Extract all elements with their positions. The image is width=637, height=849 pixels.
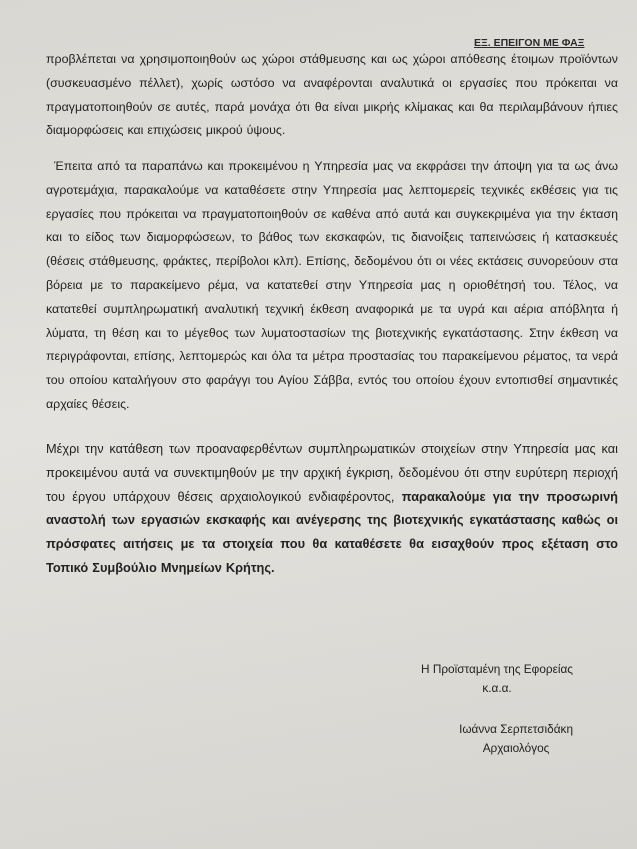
paragraph-3-bold-text: παρακαλούμε για την προσωρινή αναστολή των εργασιών εκσκαφής και ανέγερσης της βιοτεχνικής εγκατάστασης καθώς οι πρόσφατες αιτήσεις με τα στοιχεία που θα καταθέσετε θα εισαχθούν προς εξέταση στο Τοπικό Συμβούλιο Μνημείων Κρήτης. <box>46 488 619 575</box>
paragraph-1: προβλέπεται να χρησιμοποιηθούν ως χώροι στάθμευσης και ως χώροι απόθεσης έτοιμων προϊόντων (συσκευασμένο πέλλετ), χωρίς ωστόσο να αναφέρονται αναλυτικά οι εργασίες που πρόκειται να πραγματοποιηθούν σε αυτές, παρά μονάχα ότι θα είναι μικρής κλίμακας και θα περιλαμβάνουν ήπιες διαμορφώσεις και επιχώσεις μικρού ύψους. <box>46 52 618 138</box>
paragraph-2 <box>46 155 618 417</box>
signature-abbr: κ.α.α. <box>482 681 512 695</box>
paragraph-2-text: Έπειτα από τα παραπάνω και προκειμένου η Υπηρεσία μας να εκφράσει την άποψη για τα ως άνω αγροτεμάχια, παρακαλούμε να καταθέσετε στην Υπηρεσία μας λεπτομερείς τεχνικές εκθέσεις για τις εργασίες που πρόκειται να πραγματοποιηθούν σε καθένα από αυτά και συγκεκριμένα για την έκταση και το είδος των διαμορφώσεων, το βάθος των εκσκαφών, τις διανοίξεις ταπεινώσεις ή κατασκευές (θέσεις στάθμευσης, φράκτες, περίβολοι κλπ). Επίσης, δεδομένου ότι οι νέες εκτάσεις συνορεύουν στα βόρεια με το παρακείμενο ρέμα, να κατατεθεί στην Υπηρεσία μας η οριοθέτησή του. Τέλος, να κατατεθεί συμπληρωματική αναλυτική τεχνική έκθεση αναφορικά με τα υγρά και αέρια απόβλητα ή λύματα, τη θέση και το μέγεθος των λυματοστασίων της βιοτεχνικής εγκατάστασης. Στην έκθεση να περιγράφονται, επίσης, λεπτομερώς και όλα τα μέτρα προστασίας του παρακείμενου ρέματος, τα νερά του οποίου καταλήγουν στο φαράγγι του Αγίου Σάββα, εντός του οποίου έχουν εντοπισθεί σημαντικές αρχαίες θέσεις. <box>46 159 618 411</box>
paragraph-3-text: Μέχρι την κατάθεση των προαναφερθέντων συμπληρωματικών στοιχείων στην Υπηρεσία μας και προκειμένου αυτά να συνεκτιμηθούν με την αρχική έγκριση, δεδομένου ότι στην ευρύτερη περιοχή του έργου υπάρχουν θέσεις αρχαιολογικού ενδιαφέροντος, <box>46 441 618 504</box>
urgent-fax-stamp: ΕΞ. ΕΠΕΙΓΟΝ ΜΕ ΦΑΞ <box>474 37 585 49</box>
signature-role-block <box>421 660 573 698</box>
signature-name: Ιωάννα Σερπετσιδάκη <box>459 722 573 736</box>
signature-role: Η Προϊσταμένη της Εφορείας <box>421 662 573 676</box>
paragraph-3 <box>46 437 618 580</box>
signature-title: Αρχαιολόγος <box>482 741 550 755</box>
signature-name-block <box>459 720 573 758</box>
